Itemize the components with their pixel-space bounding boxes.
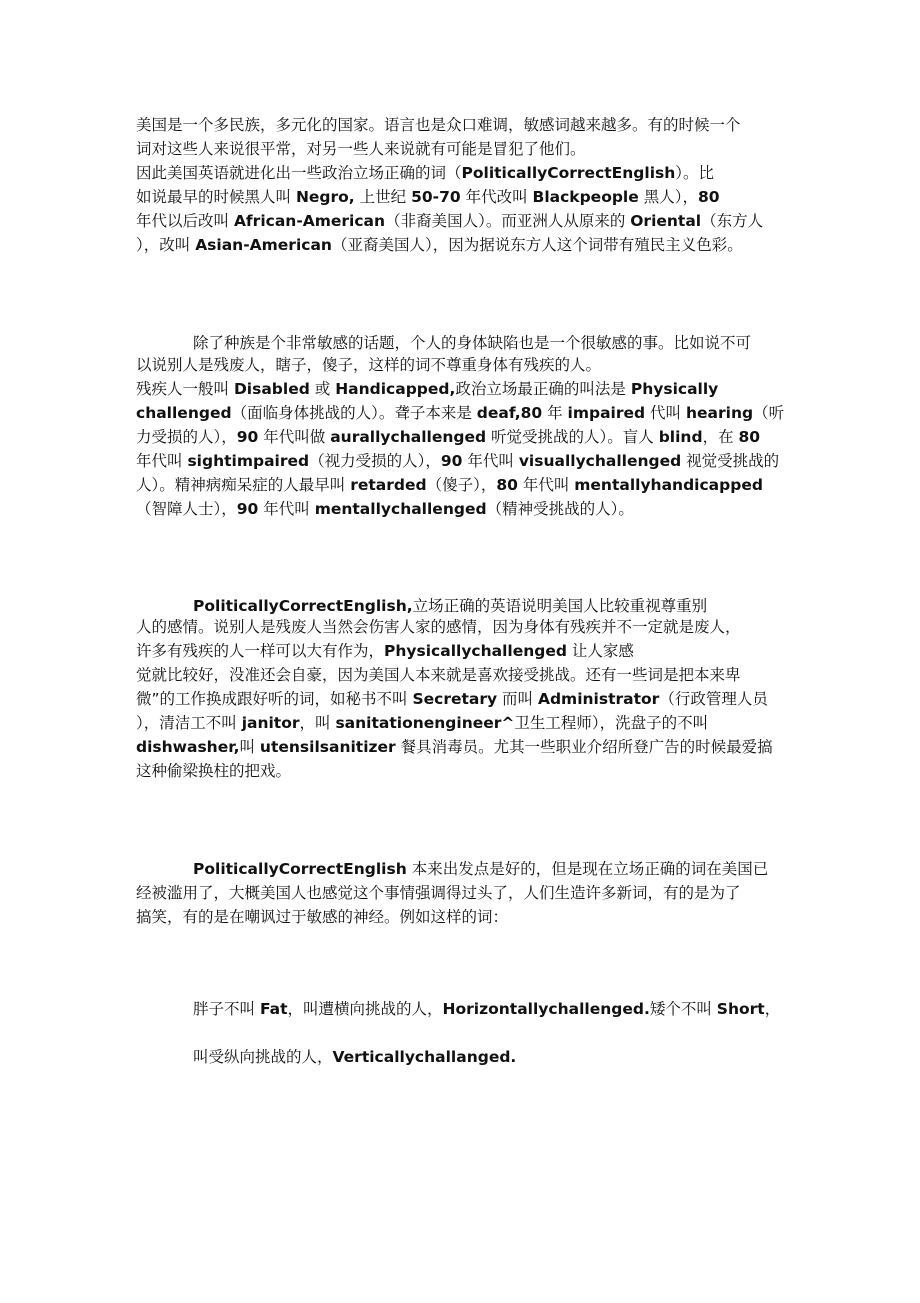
- text-line: 如说最早的时候黑人叫 Negro, 上世纪 50-70 年代改叫 Blackpeople 黑人），80: [136, 188, 720, 206]
- text-line: ），改叫 Asian-American（亚裔美国人），因为据说东方人这个词带有殖民主义色彩。: [136, 236, 743, 254]
- text-line: 因此美国英语就进化出一些政治立场正确的词（PoliticallyCorrectEnglish）。比: [136, 164, 715, 182]
- text-line: PoliticallyCorrectEnglish 本来出发点是好的，但是现在立场正确的词在美国已: [193, 860, 769, 878]
- text-line: 许多有残疾的人一样可以大有作为，Physicallychallenged 让人家感: [136, 642, 634, 660]
- text-line: 胖子不叫 Fat，叫遭横向挑战的人，Horizontallychallenged.矮个不叫 Short，: [193, 1000, 781, 1018]
- text-line: ），清洁工不叫 janitor，叫 sanitationengineer^卫生工程师），洗盘子的不叫: [136, 714, 709, 732]
- text-line: 人的感情。说别人是残废人当然会伤害人家的感情，因为身体有残疾并不一定就是废人，: [136, 618, 741, 636]
- text-line: dishwasher,叫 utensilsanitizer 餐具消毒员。尤其一些职业介绍所登广告的时候最爱搞: [136, 738, 773, 756]
- text-line: 这种偷梁换柱的把戏。: [136, 762, 292, 780]
- text-line: 力受损的人），90 年代叫做 aurallychallenged 听觉受挑战的人）。盲人 blind，在 80: [136, 428, 761, 446]
- text-line: 觉就比较好，没准还会自豪，因为美国人本来就是喜欢接受挑战。还有一些词是把本来卑: [136, 666, 741, 684]
- text-line: PoliticallyCorrectEnglish,立场正确的英语说明美国人比较重视尊重别: [193, 597, 708, 615]
- text-line: 词对这些人来说很平常，对另一些人来说就有可能是冒犯了他们。: [136, 140, 586, 158]
- text-line: 叫受纵向挑战的人，Verticallychallanged.: [193, 1048, 517, 1066]
- text-line: 除了种族是个非常敏感的话题，个人的身体缺陷也是一个很敏感的事。比如说不可: [193, 334, 752, 352]
- text-line: 以说别人是残废人，瞎子，傻子，这样的词不尊重身体有残疾的人。: [136, 356, 602, 374]
- text-line: 年代以后改叫 African-American（非裔美国人）。而亚洲人从原来的 Oriental（东方人: [136, 212, 764, 230]
- text-line: 微”的工作换成跟好听的词，如秘书不叫 Secretary 而叫 Administrator（行政管理人员: [136, 690, 768, 708]
- text-line: 搞笑，有的是在嘲讽过于敏感的神经。例如这样的词：: [136, 908, 509, 926]
- text-line: 年代叫 sightimpaired（视力受损的人），90 年代叫 visuallychallenged 视觉受挑战的: [136, 452, 780, 470]
- text-line: 美国是一个多民族，多元化的国家。语言也是众口难调，敏感词越来越多。有的时候一个: [136, 116, 741, 134]
- text-line: challenged（面临身体挑战的人）。聋子本来是 deaf,80 年 impaired 代叫 hearing（听: [136, 404, 785, 422]
- text-line: （智障人士），90 年代叫 mentallychallenged（精神受挑战的人）。: [136, 500, 634, 518]
- text-line: 人）。精神病痴呆症的人最早叫 retarded（傻子），80 年代叫 mentallyhandicapped: [136, 476, 763, 494]
- text-line: 经被滥用了，大概美国人也感觉这个事情强调得过头了，人们生造许多新词，有的是为了: [136, 884, 741, 902]
- text-line: 残疾人一般叫 Disabled 或 Handicapped,政治立场最正确的叫法是 Physically: [136, 380, 719, 398]
